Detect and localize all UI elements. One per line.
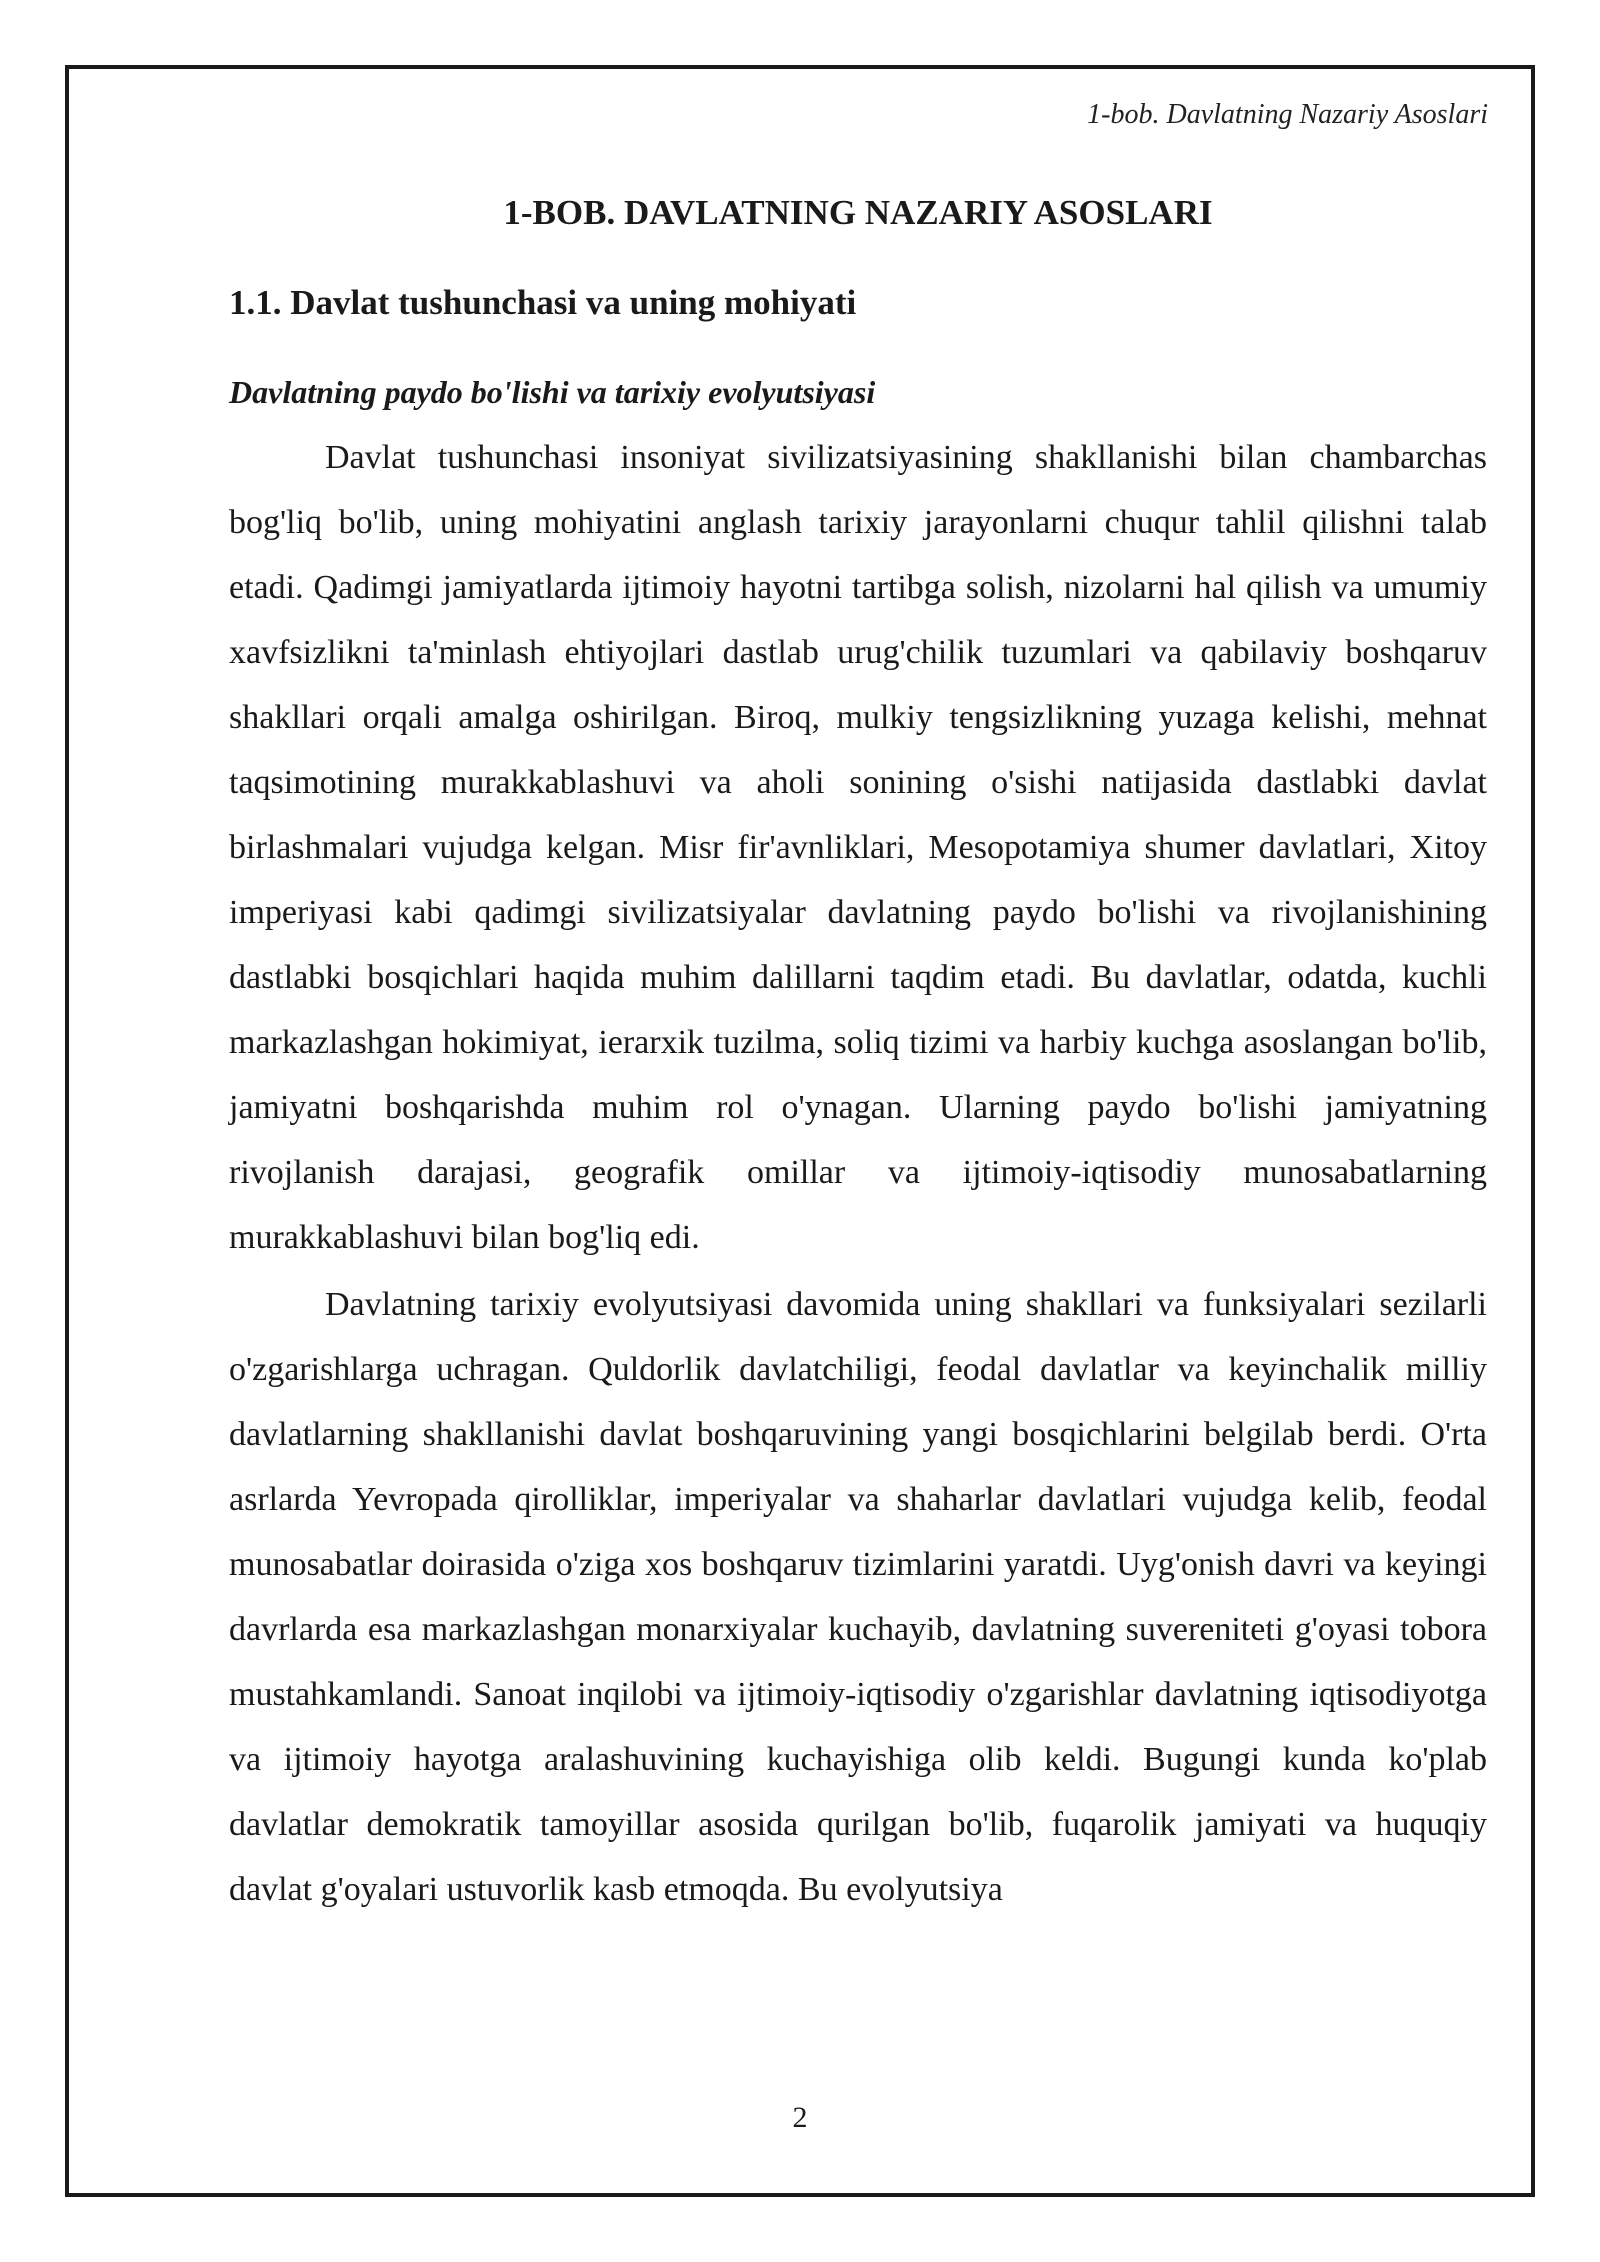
page-content <box>229 185 1487 1922</box>
running-header: 1-bob. Davlatning Nazariy Asoslari <box>1087 99 1488 130</box>
section-title: 1.1. Davlat tushunchasi va uning mohiyati <box>229 283 857 322</box>
body-paragraph: Davlat tushunchasi insoniyat sivilizatsiyasining shakllanishi bilan chambarchas bog'liq bo'lib, uning mohiyatini anglash tarixiy jarayonlarni chuqur tahlil qilishni talab etadi. Qadimgi jamiyatlarda ijtimoiy hayotni tartibga solish, nizolarni hal qilish va umumiy xavfsizlikni ta'minlash ehtiyojlari dastlab urug'chilik tuzumlari va qabilaviy boshqaruv shakllari orqali amalga oshirilgan. Biroq, mulkiy tengsizlikning yuzaga kelishi, mehnat taqsimotining murakkablashuvi va aholi sonining o'sishi natijasida dastlabki davlat birlashmalari vujudga kelgan. Misr fir'avnliklari, Mesopotamiya shumer davlatlari, Xitoy imperiyasi kabi qadimgi sivilizatsiyalar davlatning paydo bo'lishi va rivojlanishining dastlabki bosqichlari haqida muhim dalillarni taqdim etadi. Bu davlatlar, odatda, kuchli markazlashgan hokimiyat, ierarxik tuzilma, soliq tizimi va harbiy kuchga asoslangan bo'lib, jamiyatni boshqarishda muhim rol o'ynagan. Ularning paydo bo'lishi jamiyatning rivojlanish darajasi, geografik omillar va ijtimoiy-iqtisodiy munosabatlarning murakkablashuvi bilan bog'liq edi. <box>229 439 1487 1256</box>
body-paragraph: Davlatning tarixiy evolyutsiyasi davomida uning shakllari va funksiyalari sezilarli o'zgarishlarga uchragan. Quldorlik davlatchiligi, feodal davlatlar va keyinchalik milliy davlatlarning shakllanishi davlat boshqaruvining yangi bosqichlarini belgilab berdi. O'rta asrlarda Yevropada qirolliklar, imperiyalar va shaharlar davlatlari vujudga kelib, feodal munosabatlar doirasida o'ziga xos boshqaruv tizimlarini yaratdi. Uyg'onish davri va keyingi davrlarda esa markazlashgan monarxiyalar kuchayib, davlatning suvereniteti g'oyasi tobora mustahkamlandi. Sanoat inqilobi va ijtimoiy-iqtisodiy o'zgarishlar davlatning iqtisodiyotga va ijtimoiy hayotga aralashuvining kuchayishiga olib keldi. Bugungi kunda ko'plab davlatlar demokratik tamoyillar asosida qurilgan bo'lib, fuqarolik jamiyati va huquqiy davlat g'oyalari ustuvorlik kasb etmoqda. Bu evolyutsiya <box>229 1286 1487 1908</box>
subsection-title: Davlatning paydo bo'lishi va tarixiy evolyutsiyasi <box>229 374 876 410</box>
chapter-title: 1-BOB. DAVLATNING NAZARIY ASOSLARI <box>503 193 1213 232</box>
page-number: 2 <box>792 2101 808 2134</box>
